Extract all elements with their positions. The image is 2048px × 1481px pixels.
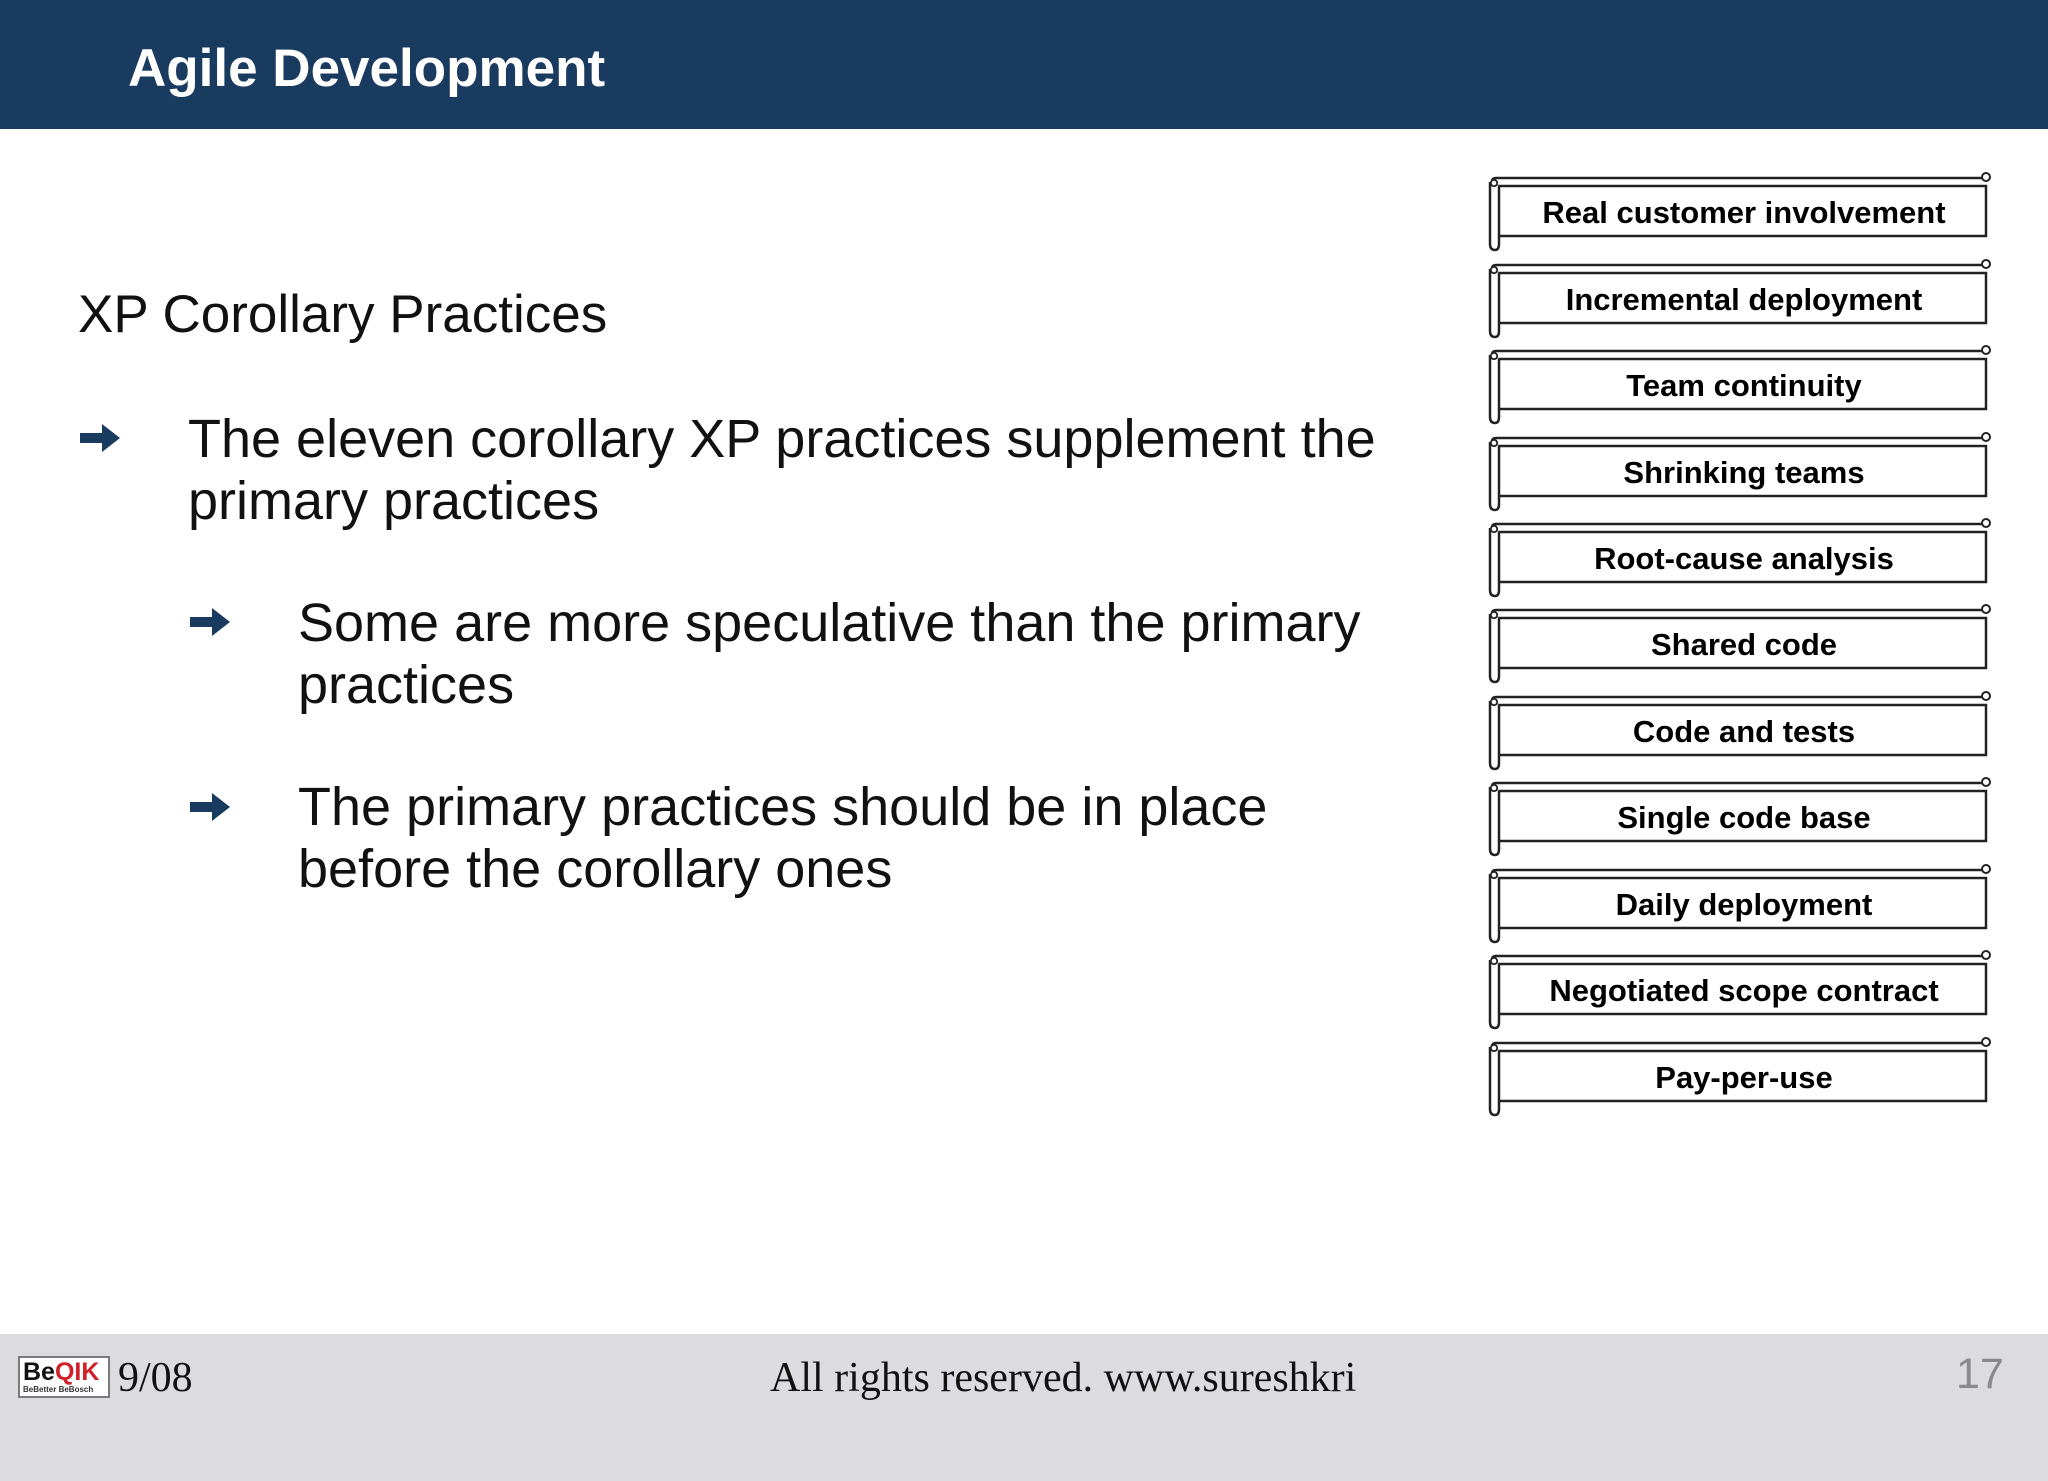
logo-text-be: Be <box>23 1358 55 1386</box>
bullet-line: primary practices <box>188 471 600 531</box>
practice-label: Code and tests <box>1632 714 1856 749</box>
right-arrow-icon <box>188 789 232 825</box>
practice-scroll <box>1486 259 1994 339</box>
practice-label: Pay-per-use <box>1655 1060 1833 1095</box>
page-number: 17 <box>1956 1350 2004 1398</box>
practice-scroll <box>1486 432 1994 512</box>
practice-scroll <box>1486 604 1994 684</box>
practice-scroll <box>1486 345 1994 425</box>
bullet-line: The eleven corollary XP practices supplement the <box>188 409 1376 469</box>
beqik-logo <box>18 1356 110 1398</box>
bullet-line: practices <box>298 655 515 715</box>
bullet-line: Some are more speculative than the primary <box>298 593 1361 653</box>
practice-label: Team continuity <box>1626 368 1862 403</box>
practice-scroll <box>1486 518 1994 598</box>
header-bar <box>0 0 2048 129</box>
practice-scroll <box>1486 950 1994 1030</box>
practice-label: Shrinking teams <box>1623 455 1865 490</box>
bullet-line: before the corollary ones <box>298 839 893 899</box>
practice-scroll <box>1486 172 1994 252</box>
practice-label: Root-cause analysis <box>1594 541 1894 576</box>
bullet-line: The primary practices should be in place <box>298 777 1268 837</box>
right-arrow-icon <box>188 604 232 640</box>
practice-label: Shared code <box>1650 627 1838 662</box>
logo-text <box>23 1358 99 1386</box>
footer-date: 9/08 <box>118 1355 193 1401</box>
practice-scroll <box>1486 864 1994 944</box>
footer-copyright: All rights reserved. www.sureshkri <box>770 1355 1357 1401</box>
bullet-item <box>188 408 1376 532</box>
section-heading: XP Corollary Practices <box>78 285 608 344</box>
slide-title: Agile Development <box>128 39 606 98</box>
sub-bullet-item <box>298 592 1361 716</box>
practice-scroll <box>1486 1037 1994 1117</box>
practice-label: Single code base <box>1617 800 1871 835</box>
logo-text-qik: QIK <box>54 1358 100 1386</box>
practice-label: Incremental deployment <box>1565 282 1923 317</box>
sub-bullet-item <box>298 776 1267 900</box>
practice-label: Negotiated scope contract <box>1549 973 1939 1008</box>
practice-label: Daily deployment <box>1615 887 1873 922</box>
practice-label: Real customer involvement <box>1542 195 1946 230</box>
logo-tagline: BeBetter BeBosch <box>23 1385 94 1394</box>
right-arrow-icon <box>78 420 122 456</box>
practice-scroll <box>1486 777 1994 857</box>
practice-scroll <box>1486 691 1994 771</box>
